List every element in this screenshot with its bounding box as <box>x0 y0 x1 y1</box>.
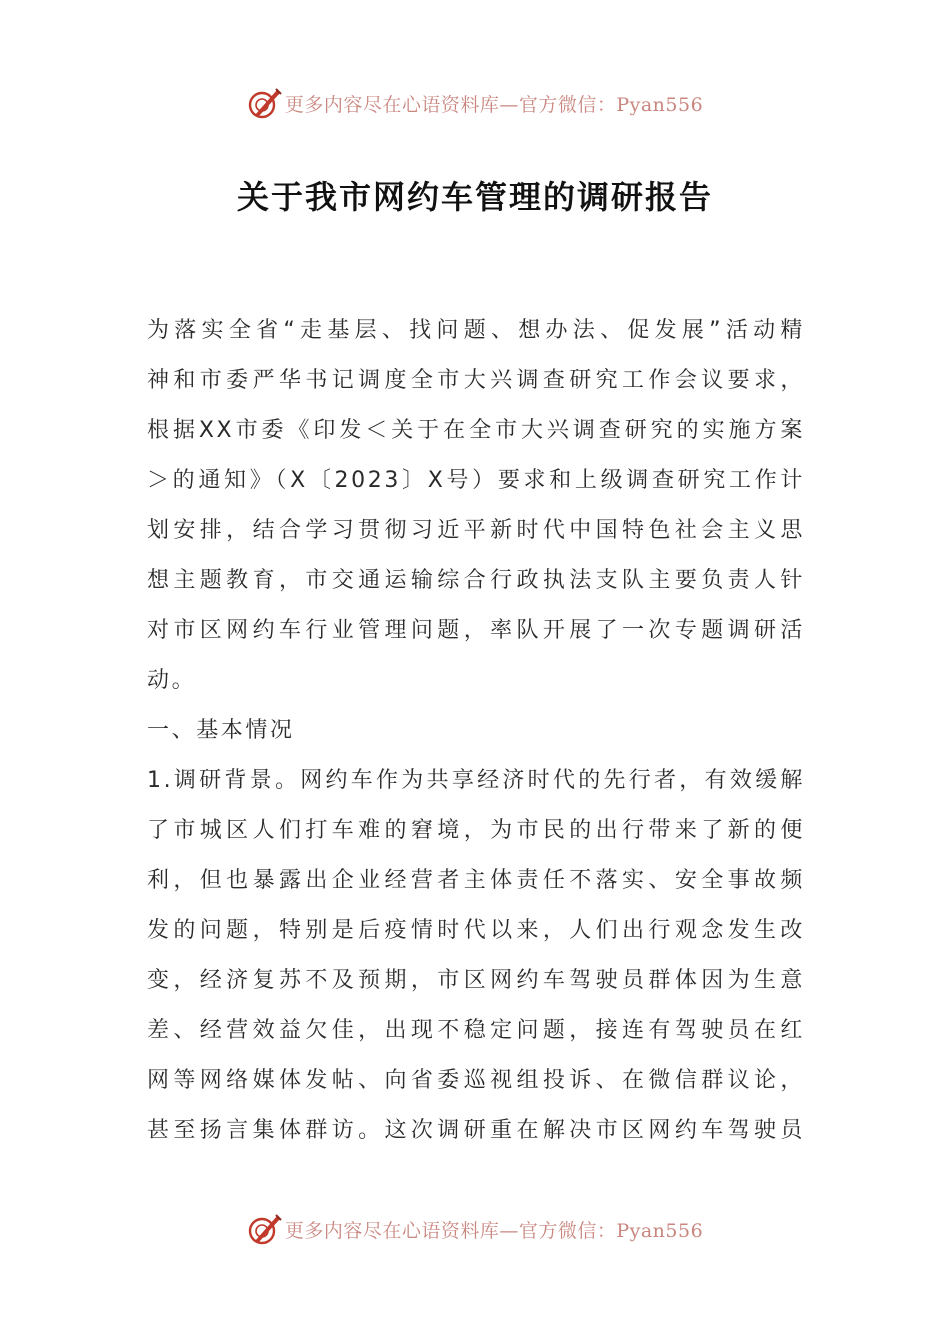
watermark-text: 更多内容尽在心语资料库—官方微信：Pyan556 <box>284 1219 704 1242</box>
pen-logo-icon <box>247 85 283 121</box>
body-line: 差、经营效益欠佳，出现不稳定问题，接连有驾驶员在红 <box>147 1018 805 1043</box>
watermark-text: 更多内容尽在心语资料库—官方微信：Pyan556 <box>284 93 704 116</box>
body-line: 为落实全省“走基层、找问题、想办法、促发展”活动精 <box>147 318 805 343</box>
body-line: 1.调研背景。网约车作为共享经济时代的先行者，有效缓解 <box>147 768 805 793</box>
footer-watermark <box>0 1207 950 1251</box>
body-line: 神和市委严华书记调度全市大兴调查研究工作会议要求， <box>147 368 805 393</box>
document-body <box>147 306 805 1156</box>
body-line: 想主题教育，市交通运输综合行政执法支队主要负责人针 <box>147 568 805 593</box>
body-line: ＞的通知》（X〔2023〕X号）要求和上级调查研究工作计 <box>147 468 805 493</box>
document-title: 关于我市网约车管理的调研报告 <box>236 178 713 216</box>
body-line: 根据XX市委《印发＜关于在全市大兴调查研究的实施方案 <box>147 418 805 443</box>
body-line: 利，但也暴露出企业经营者主体责任不落实、安全事故频 <box>147 868 805 893</box>
section-heading: 一、基本情况 <box>147 718 295 743</box>
pen-logo-icon <box>247 1211 283 1247</box>
body-line: 动。 <box>147 668 197 693</box>
body-line: 网等网络媒体发帖、向省委巡视组投诉、在微信群议论， <box>147 1068 805 1093</box>
body-line: 对市区网约车行业管理问题，率队开展了一次专题调研活 <box>147 618 805 643</box>
body-line: 了市城区人们打车难的窘境，为市民的出行带来了新的便 <box>147 818 805 843</box>
body-line: 划安排，结合学习贯彻习近平新时代中国特色社会主义思 <box>147 518 805 543</box>
body-line: 变，经济复苏不及预期，市区网约车驾驶员群体因为生意 <box>147 968 805 993</box>
header-watermark <box>0 81 950 125</box>
body-line: 甚至扬言集体群访。这次调研重在解决市区网约车驾驶员 <box>147 1118 805 1143</box>
body-line: 发的问题，特别是后疫情时代以来，人们出行观念发生改 <box>147 918 805 943</box>
